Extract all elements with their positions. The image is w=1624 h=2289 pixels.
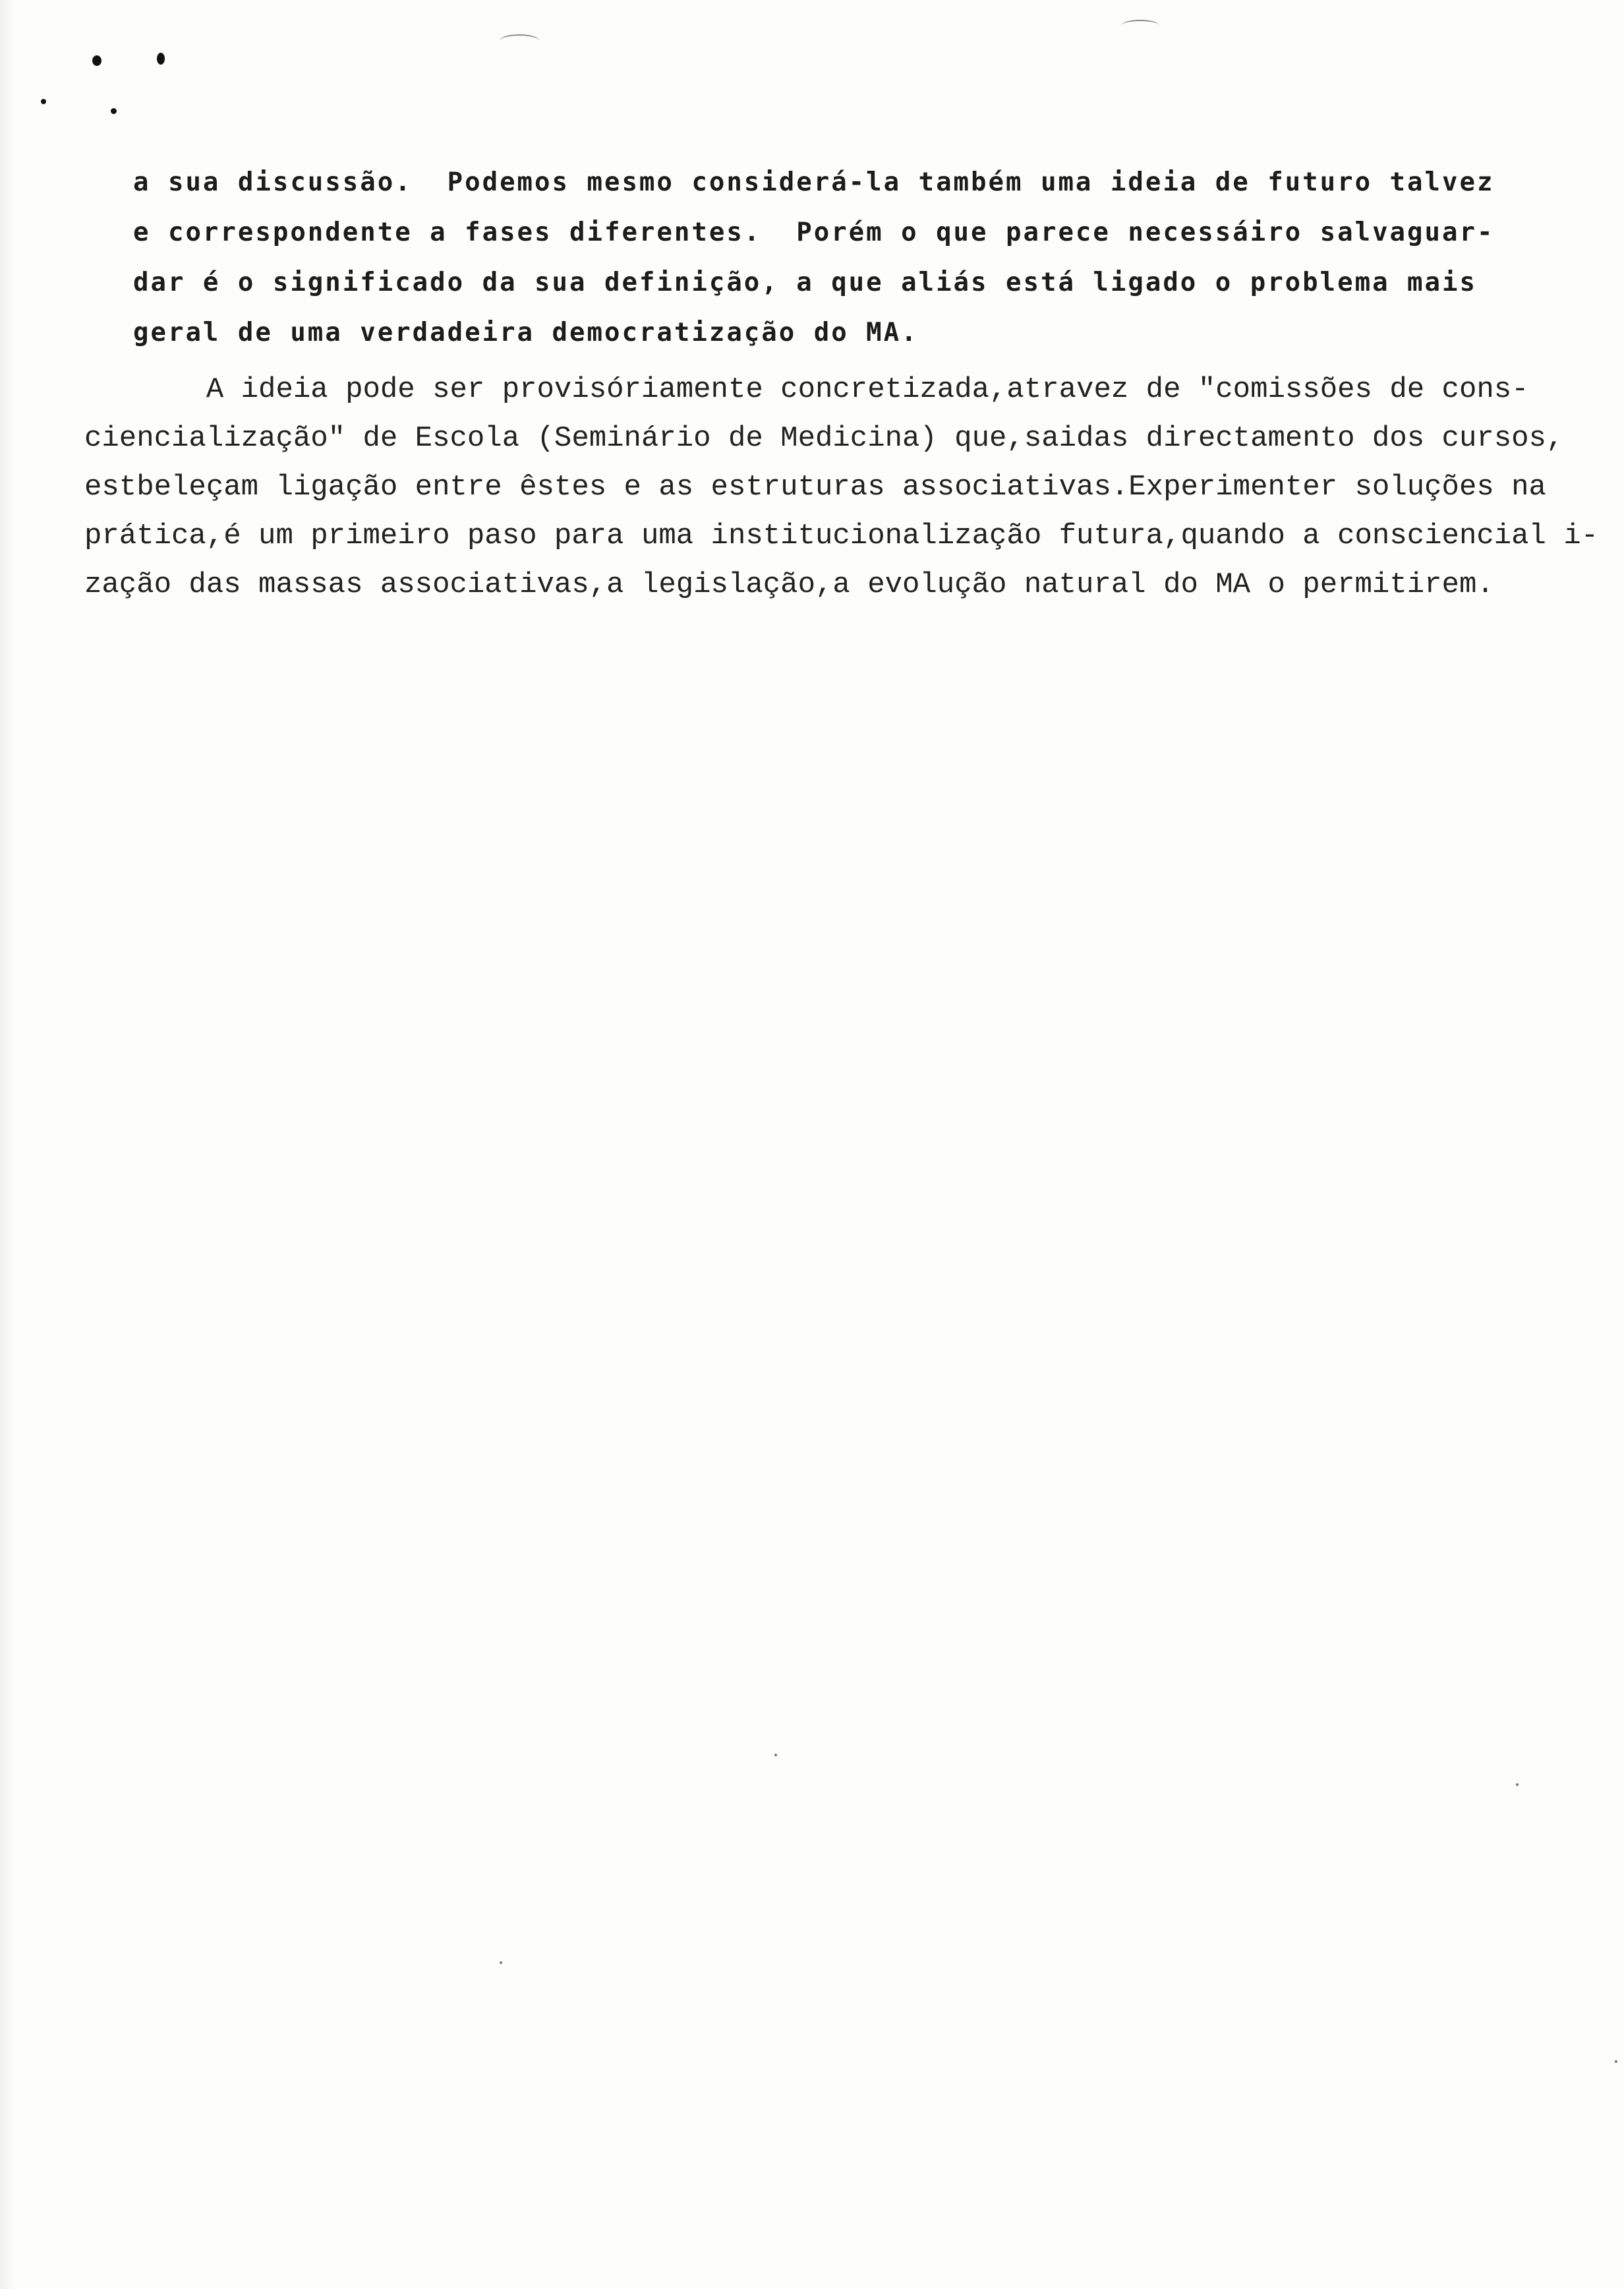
text-line: ciencialização" de Escola (Seminário de Medicina) que,saidas directamento dos cursos, — [84, 422, 1564, 455]
stray-arc-mark — [500, 34, 539, 47]
text-line: a sua discussão. Podemos mesmo considerá-la também uma ideia de futuro talvez — [133, 167, 1495, 197]
ink-mark — [111, 108, 117, 114]
ink-mark — [41, 99, 46, 104]
text-line: zação das massas associativas,a legislação,a evolução natural do MA o permitirem. — [84, 568, 1494, 601]
stray-arc-mark — [1122, 20, 1159, 30]
text-line: estbeleçam ligação entre êstes e as estruturas associativas.Experimenter soluções na — [84, 471, 1546, 504]
text-line: prática,é um primeiro paso para uma institucionalização futura,quando a consciencial i- — [84, 520, 1599, 552]
text-line: A ideia pode ser provisóriamente concretizada,atravez de "comissões de cons- — [84, 373, 1529, 406]
text-line: geral de uma verdadeira democratização do MA. — [133, 318, 919, 347]
ink-mark — [157, 53, 165, 65]
paper-speck — [1516, 1783, 1519, 1786]
text-line: dar é o significado da sua definição, a que aliás está ligado o problema mais — [133, 268, 1477, 297]
paper-speck — [1615, 2060, 1617, 2063]
ink-mark — [92, 55, 102, 66]
binding-edge — [0, 0, 14, 2289]
paper-speck — [774, 1754, 777, 1756]
paper-speck — [500, 1961, 502, 1964]
text-line: e correspondente a fases diferentes. Porém o que parece necessáiro salvaguar- — [133, 218, 1495, 247]
